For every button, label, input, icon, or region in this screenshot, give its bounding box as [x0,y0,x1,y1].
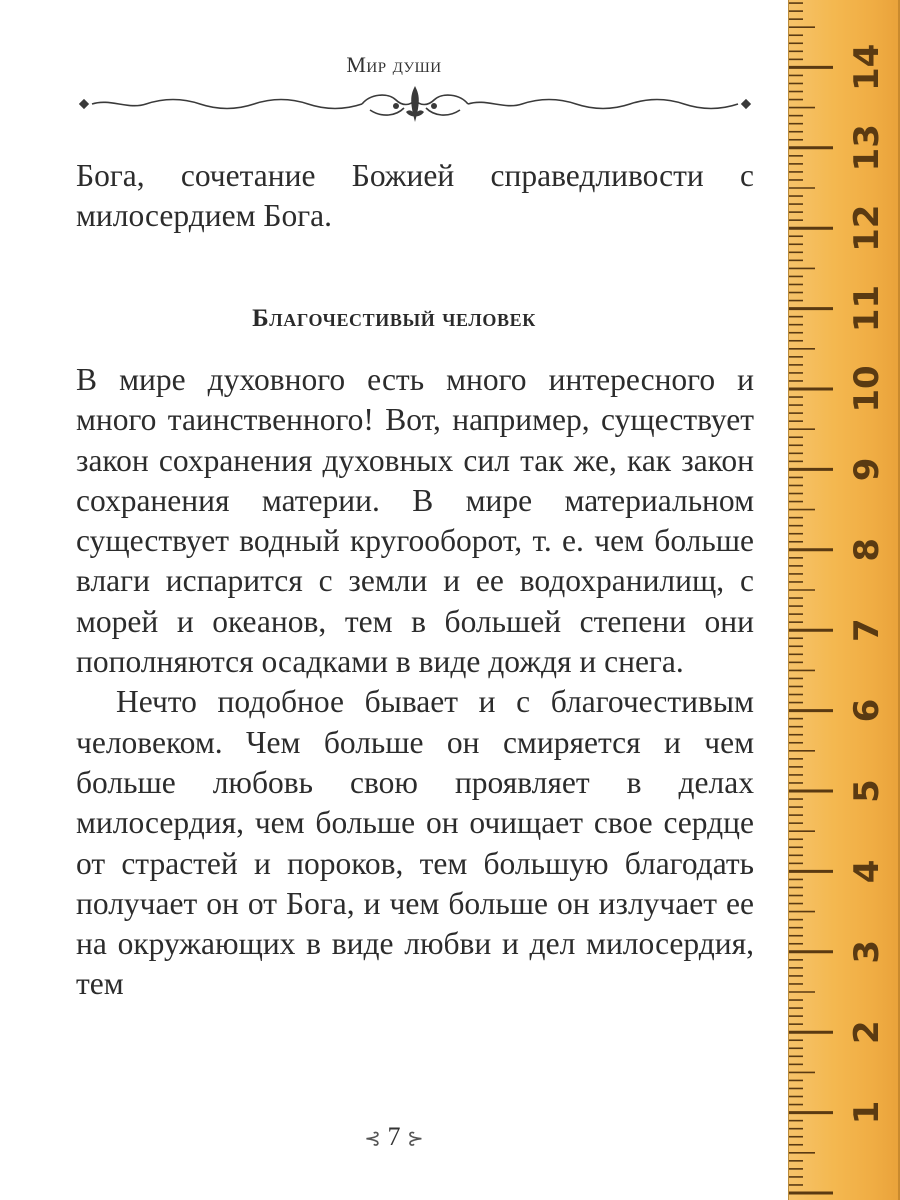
ruler-label: 14 [847,43,887,92]
running-header: Мир души [346,52,442,77]
continuation-paragraph: Бога, сочетание Божией справедливости с милосердием Бога. [76,158,754,234]
ruler-label: 7 [847,618,887,643]
page-number: 7 [387,1122,401,1151]
ruler-label: 4 [847,859,887,884]
ruler-scale [789,0,900,1200]
ruler-label: 1 [847,1100,887,1125]
paragraph-1: В мире духовного есть много интересного и много таинственного! Вот, например, существует закон сохранения духовных сил так же, как закон сохранения материи. В мире материальном существует водный кругооборот, т. е. чем больше влаги испарится с земли и ее водохранилищ, с морей и океанов, тем в большей степени они пополняются осадками в виде дождя и снега. [76,362,754,680]
ruler-label: 8 [847,537,887,562]
ruler-label: 9 [847,457,887,482]
ruler-label: 3 [847,939,887,964]
folio-ornament-right-icon: ⊱ [407,1128,424,1150]
ruler-label: 5 [847,779,887,803]
continuation-text [76,156,754,237]
page-folio [0,1122,788,1152]
section-body [76,360,754,1005]
paragraph-2: Нечто подобное бывает и с благочестивым человеком. Чем больше он смиряется и чем больше любовь свою проявляет в делах милосердия, чем больше он очищает свое сердце от страстей и пороков, тем большую благодать получает он от Бога, и чем больше он излучает ее на окружающих в виде любви и дел милосердия, тем [76,684,754,1002]
ruler-label: 12 [847,204,887,252]
ruler-label: 2 [847,1020,887,1045]
folio-ornament-left-icon: ⊰ [364,1128,381,1150]
measuring-ruler [788,0,900,1200]
ruler-label: 6 [847,698,887,723]
section-heading: Благочестивый человек [252,305,536,332]
ruler-label: 13 [847,124,887,172]
ruler-label: 11 [847,284,887,333]
header-ornament [70,82,760,126]
ruler-label: 10 [847,365,887,413]
